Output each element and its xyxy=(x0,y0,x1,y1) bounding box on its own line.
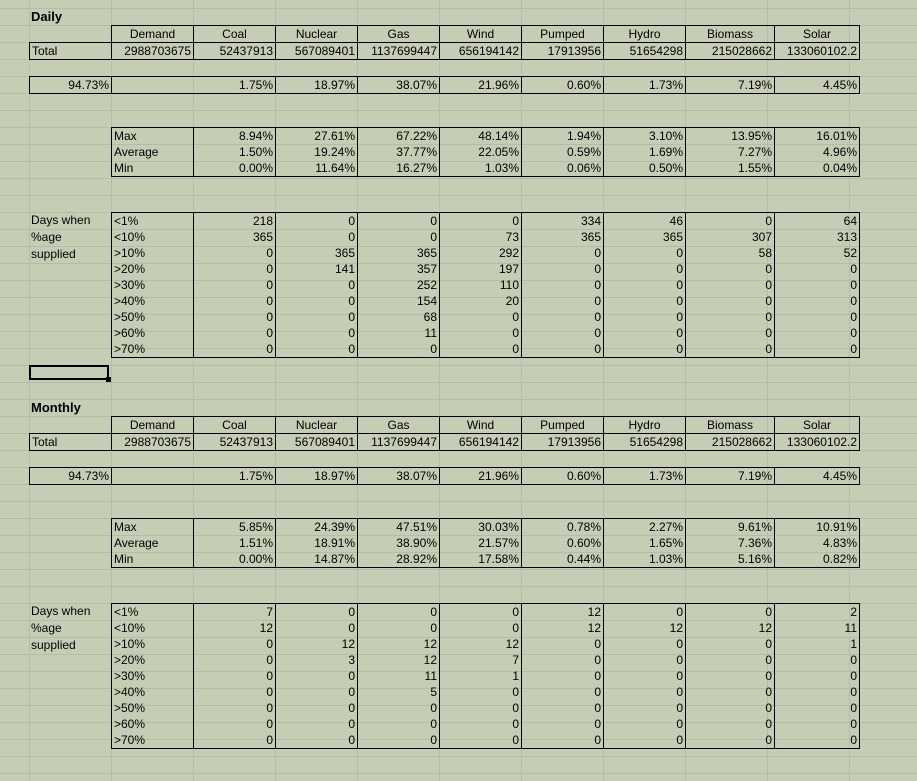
threshold-cell[interactable]: 365 xyxy=(194,229,276,245)
threshold-cell[interactable]: 0 xyxy=(686,325,775,341)
stat-cell[interactable]: 1.50% xyxy=(194,144,276,160)
total-cell[interactable]: 656194142 xyxy=(440,43,522,60)
threshold-cell[interactable]: 0 xyxy=(686,716,775,732)
threshold-cell[interactable]: 0 xyxy=(276,684,358,700)
percent-cell[interactable]: 7.19% xyxy=(686,468,775,485)
threshold-cell[interactable]: 0 xyxy=(276,620,358,636)
stat-label-max[interactable]: Max xyxy=(112,128,194,145)
percent-cell[interactable]: 1.73% xyxy=(604,468,686,485)
total-cell[interactable]: 52437913 xyxy=(194,434,276,451)
threshold-cell[interactable]: 46 xyxy=(604,213,686,230)
threshold-cell[interactable]: 0 xyxy=(358,732,440,749)
threshold-cell[interactable]: 0 xyxy=(194,309,276,325)
threshold-label[interactable]: >20% xyxy=(112,261,194,277)
threshold-label[interactable]: >40% xyxy=(112,684,194,700)
stat-cell[interactable]: 19.24% xyxy=(276,144,358,160)
threshold-cell[interactable]: 0 xyxy=(522,700,604,716)
col-header-gas[interactable]: Gas xyxy=(358,417,440,434)
total-cell[interactable]: 567089401 xyxy=(276,43,358,60)
stat-cell[interactable]: 4.96% xyxy=(775,144,860,160)
stat-cell[interactable]: 3.10% xyxy=(604,128,686,145)
threshold-cell[interactable]: 1 xyxy=(775,636,860,652)
daily-percent-table xyxy=(29,76,860,94)
col-header-demand[interactable]: Demand xyxy=(112,26,194,43)
col-header-pumped[interactable]: Pumped xyxy=(522,417,604,434)
col-header-coal[interactable]: Coal xyxy=(194,26,276,43)
threshold-cell[interactable]: 0 xyxy=(686,261,775,277)
col-header-hydro[interactable]: Hydro xyxy=(604,26,686,43)
stat-cell[interactable]: 0.04% xyxy=(775,160,860,177)
threshold-cell[interactable]: 0 xyxy=(194,636,276,652)
threshold-cell[interactable]: 0 xyxy=(522,309,604,325)
threshold-cell[interactable]: 0 xyxy=(604,277,686,293)
stat-cell[interactable]: 0.78% xyxy=(522,519,604,536)
days-label: Days when %age supplied xyxy=(31,213,91,261)
threshold-cell[interactable]: 2 xyxy=(775,604,860,621)
threshold-label[interactable]: >70% xyxy=(112,341,194,358)
percent-cell[interactable]: 21.96% xyxy=(440,77,522,94)
threshold-cell[interactable]: 0 xyxy=(358,341,440,358)
stat-cell[interactable]: 1.94% xyxy=(522,128,604,145)
threshold-cell[interactable]: 0 xyxy=(358,700,440,716)
stat-cell[interactable]: 1.03% xyxy=(440,160,522,177)
threshold-cell[interactable]: 20 xyxy=(440,293,522,309)
percent-cell[interactable]: 21.96% xyxy=(440,468,522,485)
threshold-cell[interactable]: 0 xyxy=(194,700,276,716)
threshold-cell[interactable]: 73 xyxy=(440,229,522,245)
stat-cell[interactable]: 1.69% xyxy=(604,144,686,160)
threshold-cell[interactable]: 0 xyxy=(276,716,358,732)
threshold-cell[interactable]: 0 xyxy=(604,684,686,700)
days-label: Days when %age supplied xyxy=(31,604,91,652)
col-header-gas[interactable]: Gas xyxy=(358,26,440,43)
threshold-cell[interactable]: 0 xyxy=(276,325,358,341)
total-cell[interactable]: 51654298 xyxy=(604,434,686,451)
stat-label-min[interactable]: Min xyxy=(112,160,194,177)
threshold-cell[interactable]: 68 xyxy=(358,309,440,325)
percent-cell[interactable]: 18.97% xyxy=(276,468,358,485)
threshold-cell[interactable]: 0 xyxy=(276,213,358,230)
stat-cell[interactable]: 30.03% xyxy=(440,519,522,536)
stat-cell[interactable]: 0.60% xyxy=(522,535,604,551)
col-header-solar[interactable]: Solar xyxy=(775,417,860,434)
daily-totals-table xyxy=(29,25,860,60)
threshold-label[interactable]: >30% xyxy=(112,668,194,684)
threshold-cell[interactable]: 1 xyxy=(440,668,522,684)
threshold-cell[interactable]: 12 xyxy=(358,636,440,652)
threshold-cell[interactable]: 0 xyxy=(604,293,686,309)
threshold-cell[interactable]: 0 xyxy=(440,341,522,358)
threshold-cell[interactable]: 0 xyxy=(686,652,775,668)
stat-cell[interactable]: 1.51% xyxy=(194,535,276,551)
total-cell[interactable]: 656194142 xyxy=(440,434,522,451)
threshold-cell[interactable]: 0 xyxy=(775,341,860,358)
threshold-cell[interactable]: 0 xyxy=(604,636,686,652)
threshold-cell[interactable]: 292 xyxy=(440,245,522,261)
threshold-cell[interactable]: 0 xyxy=(522,341,604,358)
stat-cell[interactable]: 22.05% xyxy=(440,144,522,160)
percent-cell[interactable]: 4.45% xyxy=(775,77,860,94)
threshold-cell[interactable]: 0 xyxy=(276,341,358,358)
threshold-cell[interactable]: 307 xyxy=(686,229,775,245)
stat-cell[interactable]: 28.92% xyxy=(358,551,440,568)
stat-label-average[interactable]: Average xyxy=(112,535,194,551)
threshold-cell[interactable]: 365 xyxy=(522,229,604,245)
total-cell[interactable]: 17913956 xyxy=(522,434,604,451)
threshold-cell[interactable]: 12 xyxy=(522,620,604,636)
threshold-cell[interactable]: 0 xyxy=(686,341,775,358)
stat-cell[interactable]: 8.94% xyxy=(194,128,276,145)
stat-cell[interactable]: 16.27% xyxy=(358,160,440,177)
threshold-cell[interactable]: 313 xyxy=(775,229,860,245)
active-cell-selection[interactable] xyxy=(29,365,109,380)
threshold-cell[interactable]: 110 xyxy=(440,277,522,293)
col-header-nuclear[interactable]: Nuclear xyxy=(276,417,358,434)
stat-cell[interactable]: 1.65% xyxy=(604,535,686,551)
threshold-cell[interactable]: 58 xyxy=(686,245,775,261)
threshold-cell[interactable]: 0 xyxy=(775,732,860,749)
threshold-cell[interactable]: 12 xyxy=(276,636,358,652)
stat-cell[interactable]: 27.61% xyxy=(276,128,358,145)
threshold-cell[interactable]: 0 xyxy=(440,213,522,230)
threshold-cell[interactable]: 0 xyxy=(686,668,775,684)
threshold-cell[interactable]: 0 xyxy=(194,293,276,309)
threshold-cell[interactable]: 0 xyxy=(522,293,604,309)
stat-cell[interactable]: 38.90% xyxy=(358,535,440,551)
threshold-cell[interactable]: 0 xyxy=(775,309,860,325)
total-cell[interactable]: 51654298 xyxy=(604,43,686,60)
total-cell[interactable]: 567089401 xyxy=(276,434,358,451)
stat-cell[interactable]: 2.27% xyxy=(604,519,686,536)
stat-cell[interactable]: 4.83% xyxy=(775,535,860,551)
threshold-cell[interactable]: 12 xyxy=(440,636,522,652)
percent-cell[interactable]: 0.60% xyxy=(522,77,604,94)
threshold-cell[interactable]: 0 xyxy=(686,293,775,309)
stat-cell[interactable]: 37.77% xyxy=(358,144,440,160)
col-header-demand[interactable]: Demand xyxy=(112,417,194,434)
threshold-cell[interactable]: 0 xyxy=(604,245,686,261)
threshold-cell[interactable]: 0 xyxy=(604,604,686,621)
daily-threshold-table xyxy=(111,212,860,358)
threshold-cell[interactable]: 0 xyxy=(440,604,522,621)
stat-label-max[interactable]: Max xyxy=(112,519,194,536)
threshold-cell[interactable]: 0 xyxy=(604,700,686,716)
threshold-cell[interactable]: 0 xyxy=(440,325,522,341)
stat-cell[interactable]: 14.87% xyxy=(276,551,358,568)
percent-cell[interactable]: 18.97% xyxy=(276,77,358,94)
threshold-label[interactable]: >50% xyxy=(112,309,194,325)
threshold-cell[interactable]: 3 xyxy=(276,652,358,668)
section-title-daily: Daily xyxy=(31,9,63,24)
threshold-cell[interactable]: 357 xyxy=(358,261,440,277)
threshold-label[interactable]: >10% xyxy=(112,636,194,652)
threshold-cell[interactable]: 0 xyxy=(358,620,440,636)
threshold-cell[interactable]: 0 xyxy=(522,684,604,700)
stat-cell[interactable]: 67.22% xyxy=(358,128,440,145)
stat-cell[interactable]: 18.91% xyxy=(276,535,358,551)
col-header-coal[interactable]: Coal xyxy=(194,417,276,434)
col-header-pumped[interactable]: Pumped xyxy=(522,26,604,43)
stat-cell[interactable]: 21.57% xyxy=(440,535,522,551)
threshold-cell[interactable]: 0 xyxy=(686,732,775,749)
threshold-cell[interactable]: 12 xyxy=(686,620,775,636)
threshold-cell[interactable]: 0 xyxy=(686,604,775,621)
section-title-monthly: Monthly xyxy=(31,400,81,415)
col-header-biomass[interactable]: Biomass xyxy=(686,26,775,43)
threshold-cell[interactable]: 252 xyxy=(358,277,440,293)
stat-label-min[interactable]: Min xyxy=(112,551,194,568)
stat-label-average[interactable]: Average xyxy=(112,144,194,160)
stat-cell[interactable]: 9.61% xyxy=(686,519,775,536)
threshold-cell[interactable]: 7 xyxy=(194,604,276,621)
threshold-cell[interactable]: 0 xyxy=(604,668,686,684)
col-header-nuclear[interactable]: Nuclear xyxy=(276,26,358,43)
threshold-cell[interactable]: 11 xyxy=(358,325,440,341)
threshold-label[interactable]: >20% xyxy=(112,652,194,668)
threshold-cell[interactable]: 0 xyxy=(440,684,522,700)
threshold-cell[interactable]: 0 xyxy=(358,716,440,732)
threshold-cell[interactable]: 0 xyxy=(775,716,860,732)
threshold-cell[interactable]: 0 xyxy=(194,341,276,358)
threshold-cell[interactable]: 0 xyxy=(604,261,686,277)
threshold-cell[interactable]: 0 xyxy=(522,716,604,732)
threshold-cell[interactable]: 0 xyxy=(775,652,860,668)
threshold-cell[interactable]: 0 xyxy=(604,652,686,668)
stat-cell[interactable]: 47.51% xyxy=(358,519,440,536)
row-label-total[interactable]: Total xyxy=(30,434,112,451)
percent-cell[interactable]: 4.45% xyxy=(775,468,860,485)
stat-cell[interactable]: 17.58% xyxy=(440,551,522,568)
threshold-cell[interactable]: 7 xyxy=(440,652,522,668)
stat-cell[interactable]: 0.44% xyxy=(522,551,604,568)
threshold-cell[interactable]: 0 xyxy=(358,213,440,230)
threshold-cell[interactable]: 0 xyxy=(522,325,604,341)
stat-cell[interactable]: 7.27% xyxy=(686,144,775,160)
threshold-cell[interactable]: 0 xyxy=(194,684,276,700)
percent-cell[interactable]: 1.75% xyxy=(194,468,276,485)
threshold-cell[interactable]: 0 xyxy=(276,309,358,325)
threshold-cell[interactable]: 0 xyxy=(604,325,686,341)
threshold-cell[interactable]: 0 xyxy=(686,309,775,325)
stat-cell[interactable]: 0.50% xyxy=(604,160,686,177)
threshold-cell[interactable]: 12 xyxy=(604,620,686,636)
threshold-cell[interactable]: 0 xyxy=(775,261,860,277)
stat-cell[interactable]: 1.55% xyxy=(686,160,775,177)
threshold-cell[interactable]: 0 xyxy=(440,620,522,636)
threshold-cell[interactable]: 0 xyxy=(276,668,358,684)
total-cell[interactable]: 215028662 xyxy=(686,434,775,451)
total-cell[interactable]: 2988703675 xyxy=(112,434,194,451)
stat-cell[interactable]: 1.03% xyxy=(604,551,686,568)
threshold-cell[interactable]: 0 xyxy=(276,277,358,293)
threshold-label[interactable]: >50% xyxy=(112,700,194,716)
threshold-label[interactable]: >40% xyxy=(112,293,194,309)
threshold-cell[interactable]: 0 xyxy=(775,700,860,716)
threshold-cell[interactable]: 12 xyxy=(522,604,604,621)
threshold-cell[interactable]: 0 xyxy=(522,668,604,684)
total-cell[interactable]: 1137699447 xyxy=(358,43,440,60)
stat-cell[interactable]: 0.00% xyxy=(194,160,276,177)
threshold-cell[interactable]: 0 xyxy=(775,293,860,309)
threshold-cell[interactable]: 0 xyxy=(358,604,440,621)
threshold-cell[interactable]: 334 xyxy=(522,213,604,230)
threshold-cell[interactable]: 0 xyxy=(522,652,604,668)
threshold-label[interactable]: >10% xyxy=(112,245,194,261)
threshold-cell[interactable]: 0 xyxy=(194,277,276,293)
stat-cell[interactable]: 0.59% xyxy=(522,144,604,160)
threshold-cell[interactable]: 0 xyxy=(194,652,276,668)
stat-cell[interactable]: 16.01% xyxy=(775,128,860,145)
threshold-cell[interactable]: 0 xyxy=(775,668,860,684)
threshold-cell[interactable]: 0 xyxy=(522,636,604,652)
stat-cell[interactable]: 13.95% xyxy=(686,128,775,145)
total-cell[interactable]: 17913956 xyxy=(522,43,604,60)
threshold-cell[interactable]: 0 xyxy=(440,700,522,716)
threshold-cell[interactable]: 0 xyxy=(276,604,358,621)
threshold-cell[interactable]: 12 xyxy=(358,652,440,668)
threshold-cell[interactable]: 5 xyxy=(358,684,440,700)
stat-cell[interactable]: 7.36% xyxy=(686,535,775,551)
threshold-cell[interactable]: 0 xyxy=(775,684,860,700)
threshold-cell[interactable]: 0 xyxy=(522,277,604,293)
threshold-cell[interactable]: 11 xyxy=(775,620,860,636)
threshold-cell[interactable]: 0 xyxy=(686,213,775,230)
threshold-cell[interactable]: 0 xyxy=(522,245,604,261)
threshold-cell[interactable]: 0 xyxy=(194,325,276,341)
total-cell[interactable]: 1137699447 xyxy=(358,434,440,451)
threshold-cell[interactable]: 365 xyxy=(358,245,440,261)
summary-percent-cell[interactable]: 94.73% xyxy=(30,77,112,94)
threshold-cell[interactable]: 0 xyxy=(604,716,686,732)
threshold-cell[interactable]: 0 xyxy=(686,636,775,652)
percent-cell[interactable]: 0.60% xyxy=(522,468,604,485)
col-header-solar[interactable]: Solar xyxy=(775,26,860,43)
row-label-total[interactable]: Total xyxy=(30,43,112,60)
threshold-cell[interactable]: 218 xyxy=(194,213,276,230)
monthly-stats-table xyxy=(111,518,860,568)
total-cell[interactable]: 133060102.2 xyxy=(775,434,860,451)
stat-cell[interactable]: 24.39% xyxy=(276,519,358,536)
threshold-cell[interactable]: 0 xyxy=(686,277,775,293)
threshold-cell[interactable]: 0 xyxy=(440,716,522,732)
threshold-cell[interactable]: 12 xyxy=(194,620,276,636)
threshold-cell[interactable]: 0 xyxy=(686,700,775,716)
threshold-label[interactable]: <1% xyxy=(112,604,194,621)
threshold-cell[interactable]: 0 xyxy=(440,732,522,749)
daily-stats-table xyxy=(111,127,860,177)
stat-cell[interactable]: 5.85% xyxy=(194,519,276,536)
total-cell[interactable]: 2988703675 xyxy=(112,43,194,60)
stat-cell[interactable]: 0.00% xyxy=(194,551,276,568)
threshold-cell[interactable]: 0 xyxy=(276,700,358,716)
threshold-cell[interactable]: 0 xyxy=(686,684,775,700)
threshold-cell[interactable]: 0 xyxy=(604,732,686,749)
percent-cell[interactable]: 1.75% xyxy=(194,77,276,94)
threshold-label[interactable]: <10% xyxy=(112,229,194,245)
threshold-cell[interactable]: 11 xyxy=(358,668,440,684)
threshold-cell[interactable]: 0 xyxy=(358,229,440,245)
percent-cell[interactable]: 1.73% xyxy=(604,77,686,94)
threshold-cell[interactable]: 64 xyxy=(775,213,860,230)
col-header-wind[interactable]: Wind xyxy=(440,417,522,434)
threshold-cell[interactable]: 0 xyxy=(276,229,358,245)
threshold-cell[interactable]: 52 xyxy=(775,245,860,261)
total-cell[interactable]: 52437913 xyxy=(194,43,276,60)
monthly-totals-table xyxy=(29,416,860,451)
col-header-biomass[interactable]: Biomass xyxy=(686,417,775,434)
threshold-label[interactable]: >60% xyxy=(112,325,194,341)
threshold-cell[interactable]: 0 xyxy=(522,732,604,749)
threshold-label[interactable]: >30% xyxy=(112,277,194,293)
total-cell[interactable]: 215028662 xyxy=(686,43,775,60)
threshold-cell[interactable]: 141 xyxy=(276,261,358,277)
threshold-label[interactable]: >60% xyxy=(112,716,194,732)
col-header-wind[interactable]: Wind xyxy=(440,26,522,43)
stat-cell[interactable]: 5.16% xyxy=(686,551,775,568)
threshold-cell[interactable]: 0 xyxy=(194,732,276,749)
stat-cell[interactable]: 48.14% xyxy=(440,128,522,145)
threshold-cell[interactable]: 0 xyxy=(775,277,860,293)
col-header-hydro[interactable]: Hydro xyxy=(604,417,686,434)
threshold-cell[interactable]: 197 xyxy=(440,261,522,277)
threshold-cell[interactable]: 0 xyxy=(194,245,276,261)
percent-cell[interactable]: 38.07% xyxy=(358,77,440,94)
threshold-cell[interactable]: 0 xyxy=(775,325,860,341)
stat-cell[interactable]: 11.64% xyxy=(276,160,358,177)
threshold-cell[interactable]: 0 xyxy=(276,293,358,309)
threshold-label[interactable]: <1% xyxy=(112,213,194,230)
stat-cell[interactable]: 10.91% xyxy=(775,519,860,536)
threshold-cell[interactable]: 0 xyxy=(440,309,522,325)
monthly-threshold-table xyxy=(111,603,860,749)
threshold-label[interactable]: <10% xyxy=(112,620,194,636)
stat-cell[interactable]: 0.06% xyxy=(522,160,604,177)
threshold-cell[interactable]: 0 xyxy=(604,341,686,358)
threshold-cell[interactable]: 0 xyxy=(194,716,276,732)
threshold-label[interactable]: >70% xyxy=(112,732,194,749)
threshold-cell[interactable]: 154 xyxy=(358,293,440,309)
summary-percent-cell[interactable]: 94.73% xyxy=(30,468,112,485)
threshold-cell[interactable]: 0 xyxy=(604,309,686,325)
total-cell[interactable]: 133060102.2 xyxy=(775,43,860,60)
threshold-cell[interactable]: 365 xyxy=(276,245,358,261)
threshold-cell[interactable]: 0 xyxy=(194,668,276,684)
percent-cell[interactable]: 7.19% xyxy=(686,77,775,94)
stat-cell[interactable]: 0.82% xyxy=(775,551,860,568)
threshold-cell[interactable]: 365 xyxy=(604,229,686,245)
threshold-cell[interactable]: 0 xyxy=(522,261,604,277)
threshold-cell[interactable]: 0 xyxy=(194,261,276,277)
threshold-cell[interactable]: 0 xyxy=(276,732,358,749)
percent-cell[interactable]: 38.07% xyxy=(358,468,440,485)
monthly-percent-table xyxy=(29,467,860,485)
